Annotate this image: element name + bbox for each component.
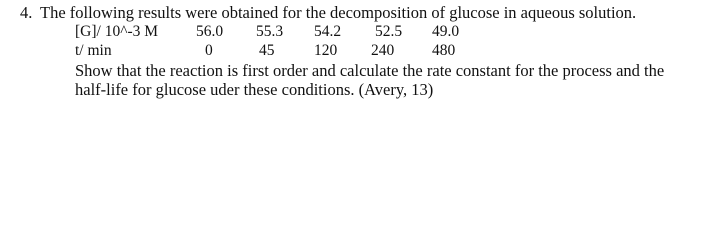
question-intro: The following results were obtained for the decomposition of glucose in aqueous solution.: [40, 3, 637, 22]
table-cell: 240: [371, 42, 395, 59]
task-text-line-1: Show that the reaction is first order and calculate the rate constant for the process and the: [75, 61, 665, 80]
table-cell: 54.2: [314, 23, 342, 40]
question-number: 4.: [20, 3, 33, 22]
table-cell: 52.5: [375, 23, 403, 40]
task-text-line-2: half-life for glucose uder these conditions. (Avery, 13): [75, 80, 434, 99]
table-cell: 480: [432, 42, 456, 59]
row-label-time: t/ min: [75, 42, 112, 59]
table-cell: 120: [314, 42, 338, 59]
table-cell: 0: [205, 42, 213, 59]
table-cell: 56.0: [196, 23, 224, 40]
table-cell: 55.3: [256, 23, 284, 40]
row-label-concentration: [G]/ 10^-3 M: [75, 23, 159, 40]
table-cell: 45: [259, 42, 275, 59]
table-cell: 49.0: [432, 23, 460, 40]
question-block: [0, 0, 720, 110]
